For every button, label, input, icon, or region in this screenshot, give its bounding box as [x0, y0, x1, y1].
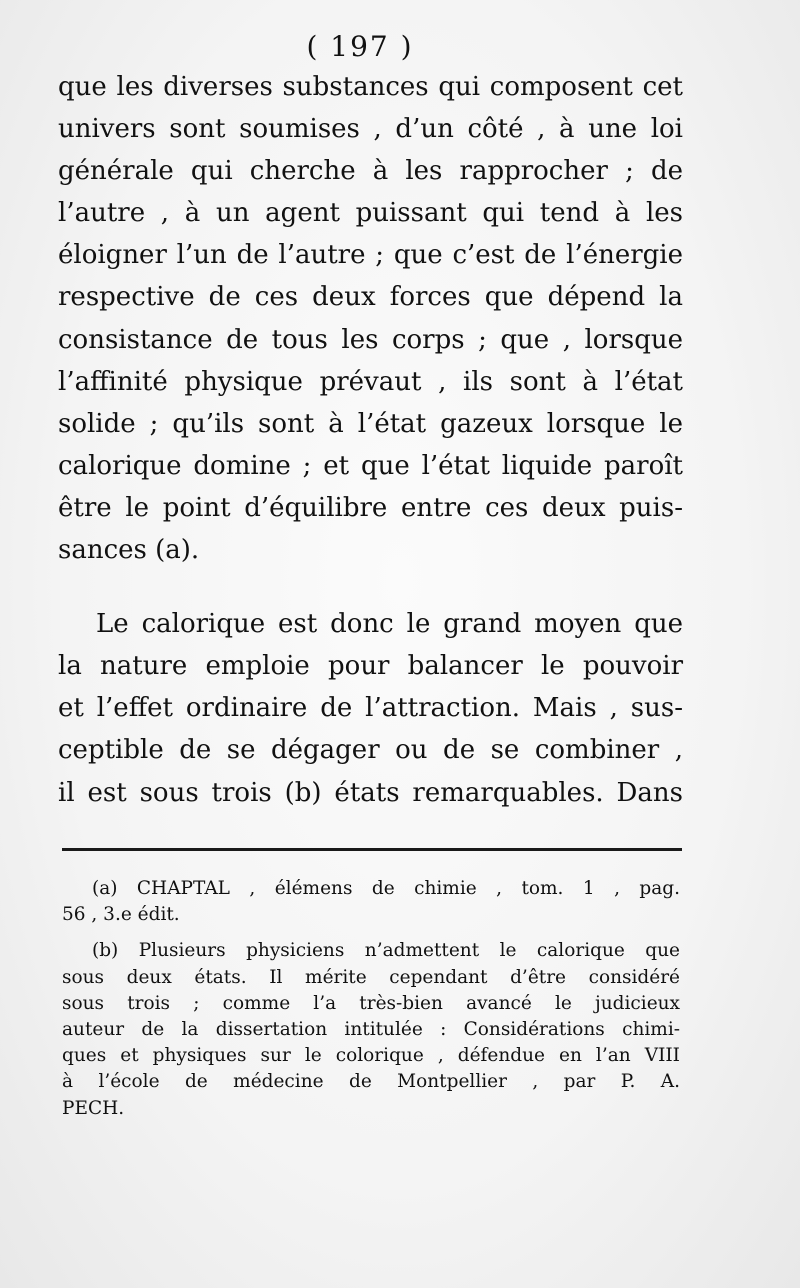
- footnote-line: à l’école de médecine de Montpellier , par P. A.: [62, 1071, 680, 1093]
- footnote-line: sous deux états. Il mérite cependant d’être considéré: [62, 966, 680, 988]
- footnote-line: ques et physiques sur le colorique , défendue en l’an VIII: [62, 1045, 680, 1067]
- text-line: et l’effet ordinaire de l’attraction. Mais , sus-: [58, 693, 683, 724]
- footnote-line: (a) CHAPTAL , élémens de chimie , tom. 1 , pag.: [92, 878, 680, 899]
- footnote-a: [62, 876, 680, 928]
- page-number: ( 197 ): [306, 30, 414, 63]
- footnote-spacer: [62, 928, 680, 938]
- text-line: calorique domine ; et que l’état liquide paroît: [58, 450, 683, 481]
- text-line: solide ; qu’ils sont à l’état gazeux lorsque le: [58, 408, 683, 439]
- text-line: Le calorique est donc le grand moyen que: [96, 609, 683, 640]
- paragraph-spacer: [58, 571, 683, 603]
- text-line: sances (a).: [58, 535, 200, 566]
- paragraph-1: [58, 66, 683, 571]
- text-line: ceptible de se dégager ou de se combiner ,: [58, 735, 683, 766]
- text-line: la nature emploie pour balancer le pouvoir: [58, 651, 683, 682]
- text-line: consistance de tous les corps ; que , lorsque: [58, 324, 683, 355]
- text-line: générale qui cherche à les rapprocher ; de: [58, 156, 683, 187]
- main-text: [58, 66, 683, 814]
- text-line: que les diverses substances qui composent cet: [58, 72, 683, 102]
- text-line: univers sont soumises , d’un côté , à une loi: [58, 114, 683, 145]
- footnote-b: [62, 938, 680, 1121]
- footnotes: [62, 876, 680, 1122]
- text-line: l’autre , à un agent puissant qui tend à les: [58, 198, 683, 229]
- text-line: il est sous trois (b) états remarquables. Dans: [58, 777, 683, 808]
- footnote-line: (b) Plusieurs physiciens n’admettent le calorique que: [92, 940, 680, 962]
- footnote-line: sous trois ; comme l’a très-bien avancé le judicieux: [62, 992, 680, 1014]
- text-line: être le point d’équilibre entre ces deux puis-: [58, 492, 683, 523]
- footnote-line: PECH.: [62, 1097, 125, 1119]
- footnote-line: 56 , 3.e édit.: [62, 904, 180, 926]
- paragraph-2: [58, 603, 683, 813]
- footnote-line: auteur de la dissertation intitulée : Considérations chimi-: [62, 1018, 680, 1040]
- text-line: l’affinité physique prévaut , ils sont à l’état: [58, 366, 683, 397]
- text-line: éloigner l’un de l’autre ; que c’est de l’énergie: [58, 240, 683, 271]
- footnote-divider: [62, 848, 682, 851]
- text-line: respective de ces deux forces que dépend la: [58, 282, 683, 313]
